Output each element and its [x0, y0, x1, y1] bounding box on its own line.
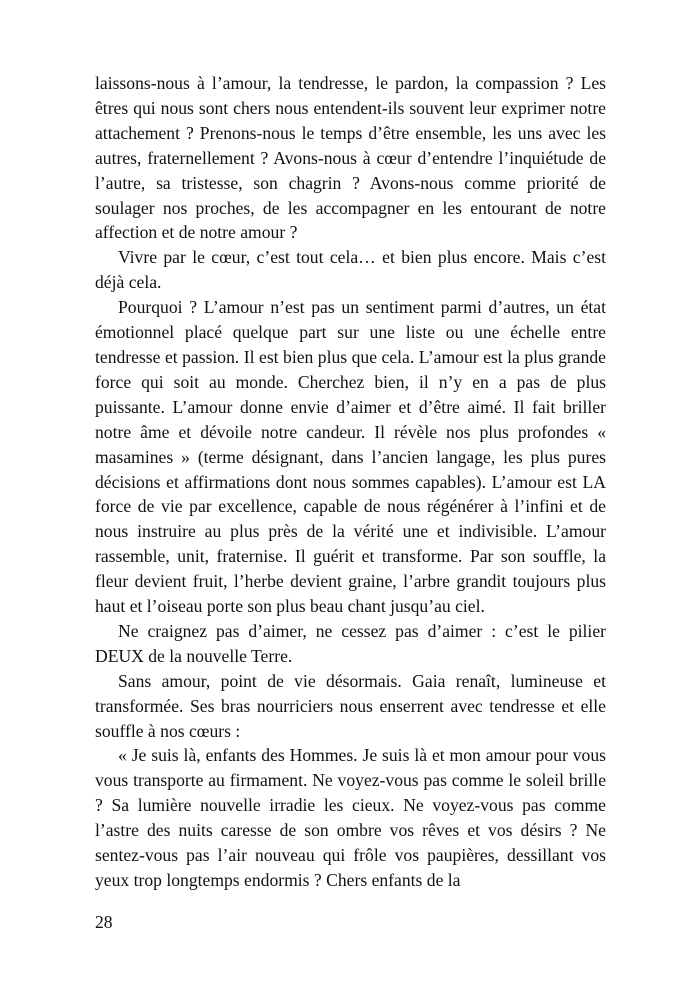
body-text	[95, 71, 606, 893]
page-body	[95, 71, 606, 893]
paragraph-4: Ne craignez pas d’aimer, ne cessez pas d’aimer : c’est le pilier DEUX de la nouvelle Terre.	[95, 620, 606, 666]
paragraph-1: laissons-nous à l’amour, la tendresse, le pardon, la compassion ? Les êtres qui nous sont chers nous entendent-ils souvent leur exprimer notre attachement ? Prenons-nous le temps d’être ensemble, les uns avec les autres, fraternellement ? Avons-nous à cœur d’entendre l’inquiétude de l’autre, sa tristesse, son chagrin ? Avons-nous comme priorité de soulager nos proches, de les accompagner en les entourant de notre affection et de notre amour ?	[95, 73, 606, 243]
paragraph-6: « Je suis là, enfants des Hommes. Je suis là et mon amour pour vous vous transporte au firmament. Ne voyez-vous pas comme le soleil brille ? Sa lumière nouvelle irradie les cieux. Ne voyez-vous pas comme l’astre des nuits caresse de son ombre vos rêves et vos désirs ? Ne sentez-vous pas l’air nouveau qui frôle vos paupières, dessillant vos yeux trop longtemps endormis ? Chers enfants de la	[95, 745, 606, 890]
paragraph-3: Pourquoi ? L’amour n’est pas un sentiment parmi d’autres, un état émotionnel placé quelque part sur une liste ou une échelle entre tendresse et passion. Il est bien plus que cela. L’amour est la plus grande force qui soit au monde. Cherchez bien, il n’y en a pas de plus puissante. L’amour donne envie d’aimer et d’être aimé. Il fait briller notre âme et dévoile notre candeur. Il révèle nos plus profondes « masamines » (terme désignant, dans l’ancien langage, les plus pures décisions et affirmations dont nous sommes capables). L’amour est LA force de vie par excellence, capable de nous régénérer à l’infini et de nous instruire au plus près de la vérité une et indivisible. L’amour rassemble, unit, fraternise. Il guérit et transforme. Par son souffle, la fleur devient fruit, l’herbe devient graine, l’arbre grandit toujours plus haut et l’oiseau porte son plus beau chant jusqu’au ciel.	[95, 297, 606, 617]
page-number: 28	[95, 912, 113, 932]
paragraph-2: Vivre par le cœur, c’est tout cela… et bien plus encore. Mais c’est déjà cela.	[95, 247, 606, 293]
paragraph-5: Sans amour, point de vie désormais. Gaia renaît, lumineuse et transformée. Ses bras nourriciers nous enserrent avec tendresse et elle souffle à nos cœurs :	[95, 670, 606, 741]
